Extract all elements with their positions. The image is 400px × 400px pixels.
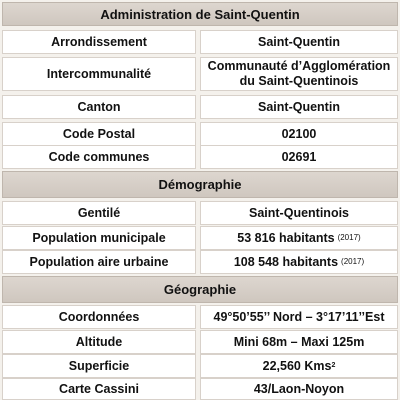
label-arrondissement: Arrondissement xyxy=(2,30,196,54)
population-municipale-value: 53 816 habitants xyxy=(237,230,335,245)
value-intercommunalite-line2: du Saint-Quentinois xyxy=(239,74,359,88)
row-code-communes xyxy=(2,145,398,169)
value-arrondissement: Saint-Quentin xyxy=(200,30,398,54)
row-carte-cassini xyxy=(2,378,398,400)
label-code-communes: Code communes xyxy=(2,145,196,169)
label-altitude: Altitude xyxy=(2,330,196,354)
label-canton: Canton xyxy=(2,95,196,119)
label-population-municipale: Population municipale xyxy=(2,226,196,250)
population-aire-urbaine-year: (2017) xyxy=(341,257,365,267)
label-population-aire-urbaine: Population aire urbaine xyxy=(2,250,196,274)
value-intercommunalite xyxy=(200,57,398,91)
value-coordonnees: 49°50’55’’ Nord – 3°17’11’’Est xyxy=(200,305,398,329)
row-arrondissement xyxy=(2,30,398,54)
population-aire-urbaine-value: 108 548 habitants xyxy=(233,254,339,269)
row-intercommunalite xyxy=(2,57,398,91)
value-gentile: Saint-Quentinois xyxy=(200,201,398,225)
value-superficie xyxy=(200,354,398,378)
section-title: Géographie xyxy=(163,282,237,297)
section-header-geographie xyxy=(2,276,398,303)
row-canton xyxy=(2,95,398,119)
row-population-municipale xyxy=(2,226,398,250)
row-population-aire-urbaine xyxy=(2,250,398,274)
value-code-postal: 02100 xyxy=(200,122,398,146)
superficie-exponent: 2 xyxy=(331,361,336,369)
label-gentile: Gentilé xyxy=(2,201,196,225)
label-superficie: Superficie xyxy=(2,354,196,378)
label-coordonnees: Coordonnées xyxy=(2,305,196,329)
section-title: Administration de Saint-Quentin xyxy=(100,6,300,22)
value-canton: Saint-Quentin xyxy=(200,95,398,119)
section-header-administration xyxy=(2,2,398,26)
row-coordonnees xyxy=(2,305,398,329)
population-municipale-year: (2017) xyxy=(337,233,361,243)
row-gentile xyxy=(2,201,398,225)
value-population-aire-urbaine xyxy=(200,250,398,274)
superficie-value: 22,560 Kms xyxy=(262,358,332,373)
value-intercommunalite-line1: Communauté d’Agglomération xyxy=(207,59,391,73)
section-header-demographie xyxy=(2,171,398,198)
label-code-postal: Code Postal xyxy=(2,122,196,146)
row-superficie xyxy=(2,354,398,378)
value-code-communes: 02691 xyxy=(200,145,398,169)
value-carte-cassini: 43/Laon-Noyon xyxy=(200,378,398,400)
label-intercommunalite: Intercommunalité xyxy=(2,57,196,91)
value-altitude: Mini 68m – Maxi 125m xyxy=(200,330,398,354)
value-population-municipale xyxy=(200,226,398,250)
section-title: Démographie xyxy=(158,177,242,192)
row-code-postal xyxy=(2,122,398,146)
label-carte-cassini: Carte Cassini xyxy=(2,378,196,400)
row-altitude xyxy=(2,330,398,354)
